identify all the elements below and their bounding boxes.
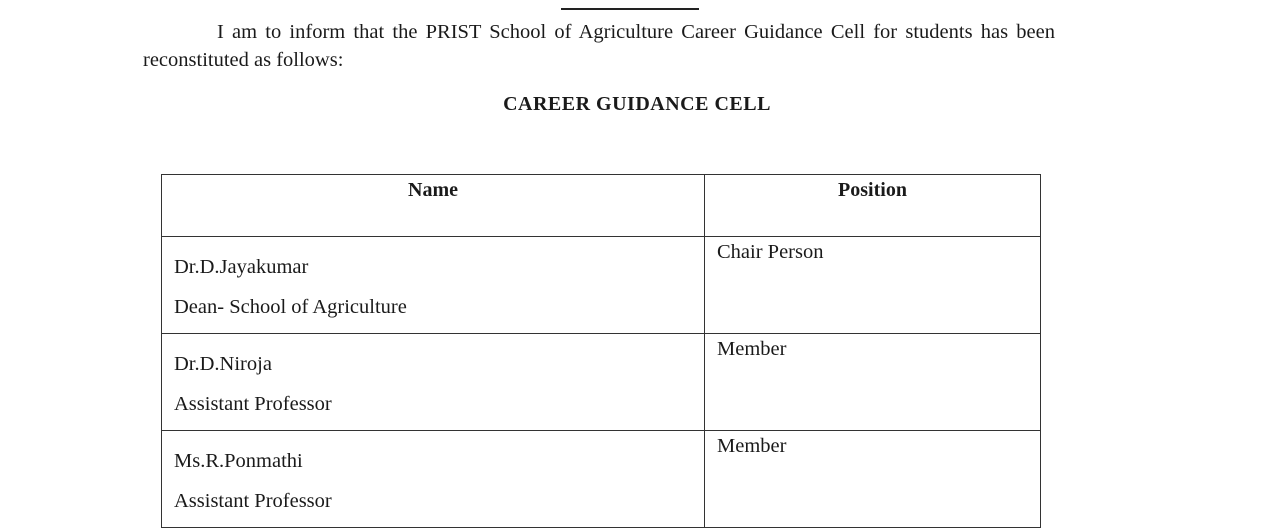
header-name: Name [162, 175, 705, 237]
member-name: Ms.R.Ponmathi [174, 450, 303, 472]
table-row [162, 334, 1041, 431]
intro-line-2: students has been reconstituted as follows: [143, 21, 1055, 71]
table-row [162, 237, 1041, 334]
member-cell [162, 237, 705, 334]
table-row [162, 431, 1041, 528]
top-underline-rule [561, 0, 699, 10]
table-header-row [162, 175, 1041, 237]
intro-paragraph [143, 18, 1055, 74]
member-designation: Dean- School of Agriculture [174, 296, 407, 318]
member-position: Member [705, 431, 1041, 528]
committee-table [161, 174, 1041, 528]
member-cell [162, 431, 705, 528]
member-cell [162, 334, 705, 431]
member-position: Member [705, 334, 1041, 431]
header-position: Position [705, 175, 1041, 237]
intro-line-1: I am to inform that the PRIST School of Agriculture Career Guidance Cell for [217, 21, 898, 43]
member-designation: Assistant Professor [174, 490, 332, 512]
member-name: Dr.D.Niroja [174, 353, 272, 375]
member-designation: Assistant Professor [174, 393, 332, 415]
section-heading: CAREER GUIDANCE CELL [503, 93, 771, 115]
member-position: Chair Person [705, 237, 1041, 334]
member-name: Dr.D.Jayakumar [174, 256, 309, 278]
